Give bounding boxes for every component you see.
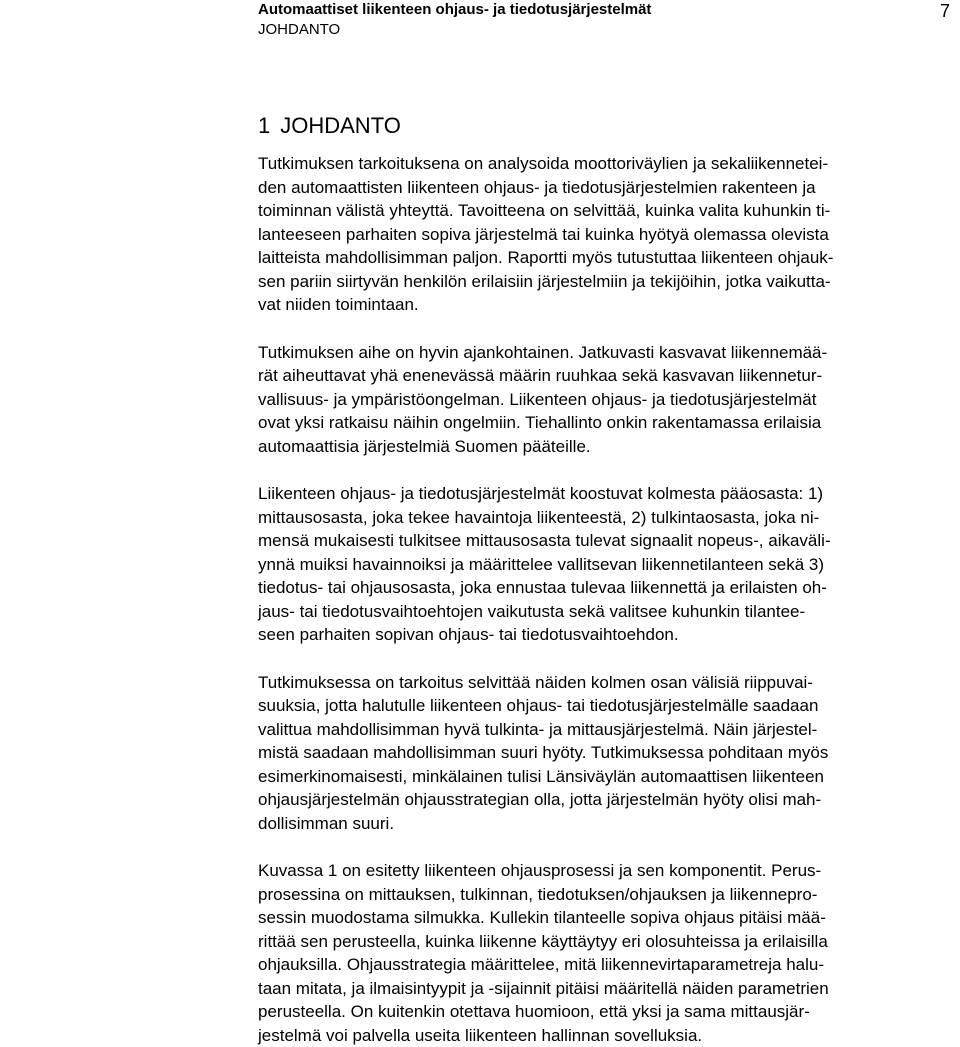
- body-text: [258, 152, 954, 1047]
- text-line: Tutkimuksen aihe on hyvin ajankohtainen. Jatkuvasti kasvavat liikennemää-: [258, 342, 828, 362]
- text-line: toiminnan välistä yhteyttä. Tavoitteena on selvittää, kuinka valita kuhunkin ti-: [258, 201, 831, 220]
- text-line: sen pariin siirtyvän henkilön erilaisiin järjestelmiin ja tekijöihin, jotka vaikutta-: [258, 271, 831, 291]
- main-content: [258, 112, 954, 1047]
- text-line: dollisimman suuri.: [258, 813, 395, 833]
- paragraph: [258, 859, 954, 1047]
- paragraph: [258, 152, 954, 317]
- text-line: suuksia, jotta halutulle liikenteen ohjaus- tai tiedotusjärjestelmälle saadaan: [258, 696, 819, 715]
- section-title: JOHDANTO: [280, 113, 401, 138]
- text-line: Tutkimuksessa on tarkoitus selvittää näiden kolmen osan välisiä riippuvai-: [258, 672, 813, 692]
- text-line: prosessina on mittauksen, tulkinnan, tiedotuksen/ohjauksen ja liikennepro-: [258, 884, 818, 904]
- text-line: den automaattisten liikenteen ohjaus- ja tiedotusjärjestelmien rakenteen ja: [258, 177, 816, 197]
- running-header-title: Automaattiset liikenteen ohjaus- ja tiedotusjärjestelmät: [258, 1, 652, 18]
- text-line: ohjauksilla. Ohjausstrategia määrittelee, mitä liikennevirtaparametreja halu-: [258, 955, 824, 974]
- text-line: jaus- tai tiedotusvaihtoehtojen vaikutusta sekä valitsee kuhunkin tilantee-: [258, 601, 806, 621]
- running-header-chapter: JOHDANTO: [258, 21, 341, 38]
- section-number: 1: [258, 113, 271, 138]
- text-line: vat niiden toimintaan.: [258, 295, 419, 314]
- text-line: ynnä muiksi havainnoiksi ja määrittelee vallitsevan liikennetilanteen sekä 3): [258, 554, 825, 574]
- section-heading: [258, 112, 954, 140]
- text-line: Liikenteen ohjaus- ja tiedotusjärjestelmät koostuvat kolmesta pääosasta: 1): [258, 484, 824, 503]
- text-line: rittää sen perusteella, kuinka liikenne käyttäytyy eri olosuhteissa ja erilaisilla: [258, 931, 828, 951]
- text-line: taan mitata, ja ilmaisintyypit ja -sijainnit pitäisi määritellä näiden parametrien: [258, 978, 829, 998]
- text-line: mensä mukaisesti tulkitsee mittausosasta tulevat signaalit nopeus-, aikaväli-: [258, 531, 831, 550]
- text-line: ohjausjärjestelmän ohjausstrategian olla, jotta järjestelmän hyöty olisi mah-: [258, 790, 822, 809]
- text-line: sessin muodostama silmukka. Kullekin tilanteelle sopiva ohjaus pitäisi mää-: [258, 908, 826, 927]
- text-line: rät aiheuttavat yhä enenevässä määrin ruuhkaa sekä kasvavan liikennetur-: [258, 366, 823, 385]
- text-line: perusteella. On kuitenkin otettava huomioon, että yksi ja sama mittausjär-: [258, 1002, 810, 1021]
- text-line: jestelmä voi palvella useita liikenteen hallinnan sovelluksia.: [258, 1025, 703, 1045]
- text-line: esimerkinomaisesti, minkälainen tulisi Länsiväylän automaattisen liikenteen: [258, 766, 825, 786]
- text-line: Tutkimuksen tarkoituksena on analysoida moottoriväylien ja sekaliikennetei-: [258, 154, 829, 173]
- paragraph: [258, 341, 954, 459]
- running-header: [258, 0, 958, 40]
- text-line: lanteeseen parhaiten sopiva järjestelmä tai kuinka hyötyä olemassa olevista: [258, 224, 829, 244]
- text-line: ovat yksi ratkaisu näihin ongelmiin. Tiehallinto onkin rakentamassa erilaisia: [258, 413, 822, 432]
- text-line: vallisuus- ja ympäristöongelman. Liikenteen ohjaus- ja tiedotusjärjestelmät: [258, 389, 817, 409]
- text-line: tiedotus- tai ohjausosasta, joka ennustaa tulevaa liikennettä ja erilaisten oh-: [258, 578, 827, 597]
- text-line: mistä saadaan mahdollisimman suuri hyöty. Tutkimuksessa pohditaan myös: [258, 743, 829, 762]
- text-line: valittua mahdollisimman hyvä tulkinta- ja mittausjärjestelmä. Näin järjestel-: [258, 719, 818, 739]
- page-number: 7: [939, 1, 950, 21]
- text-line: laitteista mahdollisimman paljon. Raportti myös tutustuttaa liikenteen ohjauk-: [258, 248, 834, 267]
- text-line: automaattisia järjestelmiä Suomen pääteille.: [258, 436, 591, 456]
- paragraph: [258, 671, 954, 836]
- text-line: Kuvassa 1 on esitetty liikenteen ohjausprosessi ja sen komponentit. Perus-: [258, 861, 822, 880]
- paragraph: [258, 482, 954, 647]
- text-line: seen parhaiten sopivan ohjaus- tai tiedotusvaihtoehdon.: [258, 625, 679, 644]
- text-line: mittausosasta, joka tekee havaintoja liikenteestä, 2) tulkintaosasta, joka ni-: [258, 507, 820, 527]
